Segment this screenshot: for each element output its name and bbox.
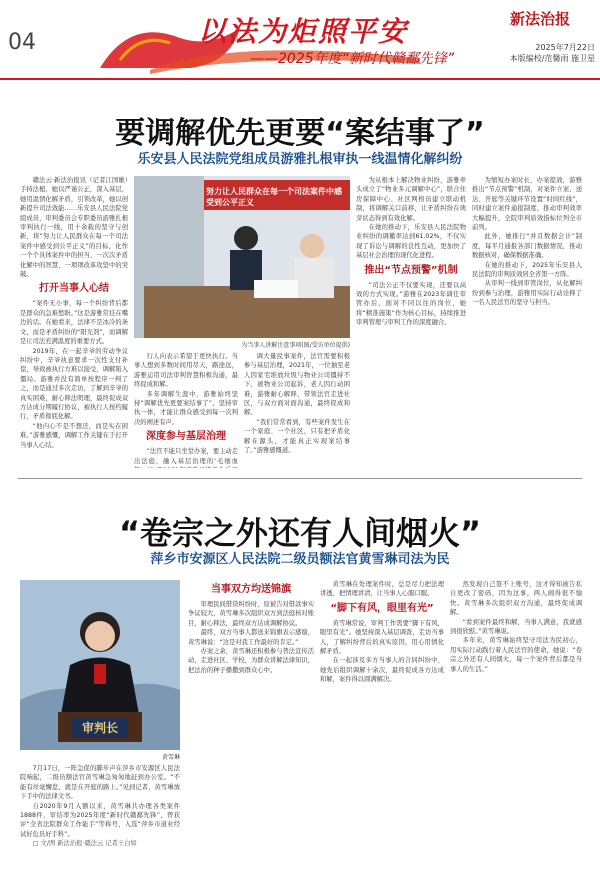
paragraph: “司法公正不仅要实现，还要以高效的方式实现。”游雅在2023年调任审管办后，面对不同以往的岗位，她将“精准施策”作为核心目标，持续推进审判管理与审判工作的深度融合。 <box>356 281 466 327</box>
article2-column-3 <box>320 580 444 864</box>
paragraph: 调大量民事案件，法官需要积极参与基层治理，2021年，一位抽至老人因家宅堆放垃圾与物业公司僵持不下，被物业公司起诉，老人因行动困难，游雅耐心解释，带领法官走进社区，与双方面对面沟通，最终促成和解。 <box>244 353 350 417</box>
photo-banner-text: 努力让人民群众在每一个司法案件中感受到公平正义 <box>206 187 342 207</box>
article1-column-5 <box>472 176 582 466</box>
article2-headline: “卷宗之外还有人间烟火” <box>118 514 482 552</box>
byline: □ 文/图 新法治报·赣法云 记者王白如 <box>32 840 137 848</box>
paragraph: 自2020年9月入额以来，黄雪琳共办理各类案件1888件，审结率为2025年度“新时代赣鄱先锋”，曾获评“全省法院群众工作能手”等称号，入选“萍乡市道业经试好危员好手科”。 <box>20 802 180 838</box>
paragraph: 审理民间借贷纠纷时，原被告对借款事实争议较大，黄雪琳多次组织双方到法庭核对账目，耐心释法，最终双方达成调解协议。 <box>188 601 314 627</box>
newspaper-brand: 新法治报 <box>510 10 571 28</box>
paragraph: 多年来，黄雪琳始终坚守司法为民初心，用实际行动践行着人民法官的使命，她说：“卷宗之外还有人间烟火，每一个案件背后都是当事人的生活。” <box>450 637 582 673</box>
issue-editor: 本版编校/范馨雨 施卫星 <box>509 54 595 63</box>
paragraph: 为从根本上解决物业纠纷，游雅牵头成立了“物业多元调解中心”，联合住房保障中心、社区网格员建立联动机制，将调解关口前移，让矛盾纠纷在萌芽状态得到有效化解。 <box>356 177 466 222</box>
paragraph: 最终，双方当事人都送来锦旗表示感谢，黄雪琳说：“这是对我工作最好的肯定。” <box>188 629 314 646</box>
presiding-judge-sign: 审判长 <box>72 718 128 738</box>
paragraph: 办案之余，黄雪琳还积极参与普法宣传活动，走进社区、学校，为群众讲解法律知识，把法治的种子播撒到群众心中。 <box>188 648 314 674</box>
article1-column-2 <box>134 352 238 468</box>
subheading: 深度参与基层治理 <box>146 431 226 443</box>
paragraph: 然发现自己签不上账号，这才得知被告私自更改了密码，因为这事，两人闹得很不愉快。黄雪琳多次组织双方沟通，最终促成调解。 <box>450 581 582 617</box>
article2-subhead: 萍乡市安源区人民法院二级员额法官黄雪琳司法为民 <box>150 552 450 567</box>
paragraph: 赣法云·新法治报讯（记者江国雄）手持法槌，她以严谨公正，深入基层，她用温情化解矛盾，引领改革，她以创新提升司法效能……乐安县人民法院党组成员、审判委员会专职委员游雅扎根审判执行一线，用十余载的坚守与创新，将“努力让人民群众在每一个司法案件中感受到公平正义”的目标，化作一个个具体案件中的担当、一次次矛盾化解中的智慧、一项项改革攻坚中的突破。 <box>20 177 128 279</box>
article2-column-4 <box>450 580 582 864</box>
article2-photo-caption: 黄雪琳 <box>161 754 180 761</box>
article1-column-1 <box>20 176 128 466</box>
section-title: 以法为炬照平安 <box>198 15 409 48</box>
paragraph: “法官不能只坐堂办案，要主动走出法庭，融入基层治理的‘毛细血 <box>134 448 238 465</box>
paragraph: 在她的推动下，2025年乐安县人民法院的审判质效居全省第一方阵。 <box>472 261 582 279</box>
paragraph: “我们常常看到，有些案件发生在一个家庭、一个社区，只有把矛盾化解在源头，才能真正实现案结事了。”游雅感慨道。 <box>244 418 350 455</box>
article2-photo <box>20 580 180 750</box>
paragraph: 在一起涉及多方当事人的合同纠纷中，她先后组织调解十余次，最终促成各方达成和解，案件得以圆满解决。 <box>320 657 444 684</box>
issue-date: 2025年7月22日 <box>535 43 595 52</box>
article1-column-4 <box>356 176 466 466</box>
article1-photo-caption: 为当事人讲解注意事项(图/受访单位提供) <box>241 342 350 349</box>
header-rule <box>0 78 600 80</box>
paragraph: 黄雪琳常说，审判工作需要“脚下有风，眼里有光”。她坚持深入基层调查，走访当事人，了解纠纷背后的真实原因，用心用情化解矛盾。 <box>320 619 444 656</box>
paragraph: 多年调解生涯中，游雅始终坚持“调解优先更要案结事了”，坚持审执一体，才能让群众感受到每一次判决的阐述有声。 <box>134 390 238 426</box>
paragraph: 7月17日，一阵急促的脚步声在萍乡市安源区人民法院响起，二级员额法官黄雪琳急匆匆地赶到办公室。“不能有丝毫懈怠，就是在开庭的路上。”见到记者，黄雪琳放下手中的法律文书。 <box>20 765 180 801</box>
article2-column-1 <box>20 764 180 864</box>
article1-subhead: 乐安县人民法院党组成员游雅扎根审执一线温情化解纠纷 <box>137 152 463 167</box>
paragraph: “他内心不是不想还，而是实在困难。”游雅感慨，调解工作关键在于打开当事人心结。 <box>20 422 128 449</box>
paragraph: 2019年，在一起辛爷的劳动争议纠纷中，辛爷执意要求一次性支付补偿，导致被执行方难以接受，调解陷入僵局。游雅并没有简单按程序一判了之，而是通过多次走访，了解到辛爷的真实困难，耐心释法明理，最终促成双方达成分期履行协议，被执行人按约履行，矛盾彻底化解。 <box>20 347 128 421</box>
page-number: 04 <box>8 30 36 55</box>
subheading: “脚下有风，眼里有光” <box>330 602 434 614</box>
article1-photo <box>134 176 350 338</box>
paragraph: 行人向表示希望于更快执行。当事人想到多数时间用尽天，路途远，游雅运用司法审判智慧积极沟通，最终促成和解。 <box>134 353 238 389</box>
subheading: 打开当事人心结 <box>39 283 109 295</box>
subheading: 当事双方均送锦旗 <box>211 584 291 595</box>
subheading: 推出“节点预警”机制 <box>364 264 458 276</box>
article1-headline: 要调解优先更要“案结事了” <box>115 116 485 151</box>
section-subtitle: ——2025年度“新时代赣鄱先锋” <box>250 51 455 67</box>
paragraph: 此外，她推行“并且数据会计”制度，每半月通报各部门数据情况，推动数据核对，确保数据准确。 <box>472 233 582 260</box>
paragraph: 从审判一线到审管岗位，从化解纠纷到参与治理，游雅用实际行动诠释了一名人民法官的坚守与担当。 <box>472 280 582 307</box>
paragraph: “看到案件最终和解，当事人满意，我就感到很欣慰。”黄雪琳说。 <box>450 618 582 636</box>
article-divider <box>18 478 582 479</box>
paragraph: “案件无小事，每一个纠纷背后都是群众的急难愁盼。”这是游雅常挂在嘴边的话。在她看来，法律不是冰冷的条文，而是矛盾纠纷的“阳光剂”，而调解是让司法充满温度的重要方式。 <box>20 300 128 346</box>
issue-info <box>490 42 595 64</box>
paragraph: 为缩短办案时长，办案提效，游雅推出“节点预警”机制，对案件立案、送达、开庭等关键环节设置“时间红线”，同时建立案件通报制度，推动审判效率大幅提升，全院审判质效指标位列全市前列。 <box>472 177 582 232</box>
article1-column-3 <box>244 352 350 468</box>
paragraph: 在她的推动下，乐安县人民法院物业纠纷的调撤率达到61.02%，不仅实现了诉讼与调解的良性互动，更加快了基层社会治理的现代化进程。 <box>356 224 466 260</box>
article2-column-2 <box>188 580 314 864</box>
paragraph: 黄雪琳在处理案件时，总是尽力把法理讲透，把情理讲清，让当事人心服口服。 <box>320 581 444 598</box>
